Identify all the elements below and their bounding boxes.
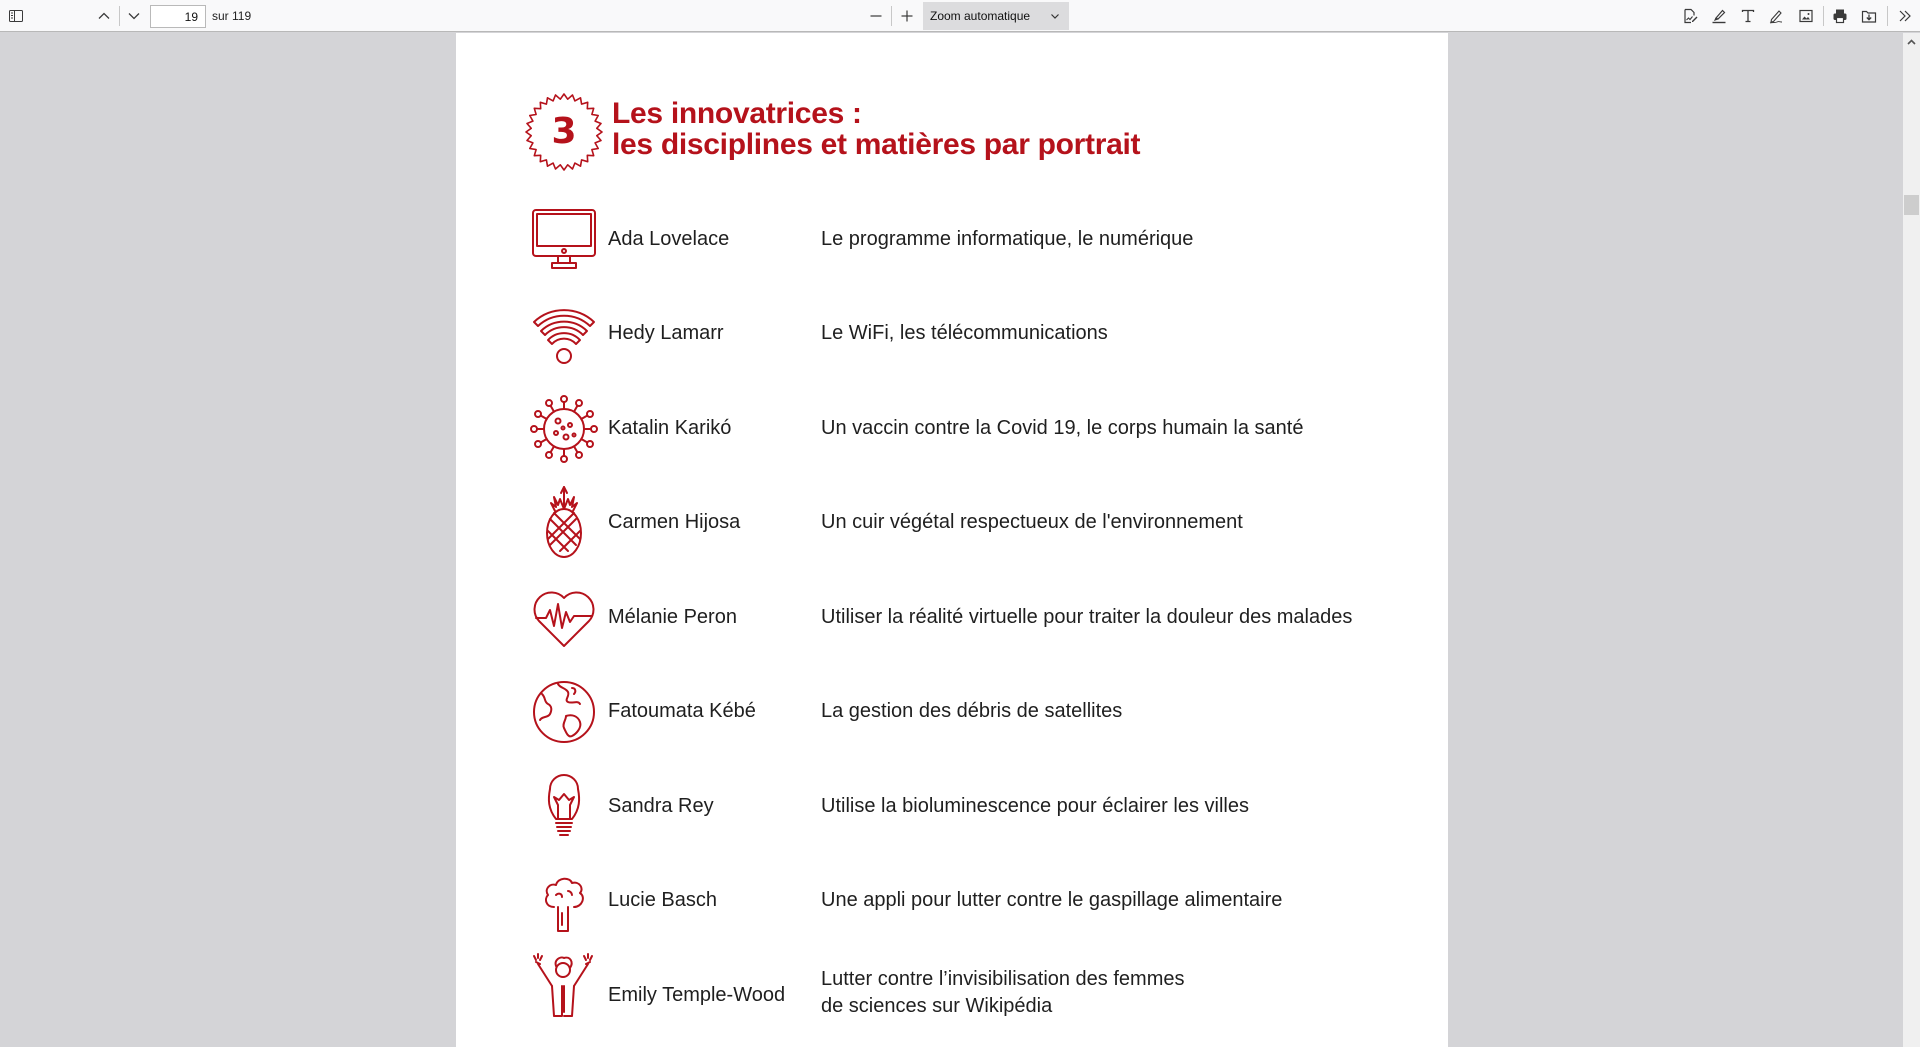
innovator-discipline: Une appli pour lutter contre le gaspillage alimentaire [821, 889, 1283, 911]
innovator-name: Lucie Basch [608, 889, 717, 911]
toolbar-separator [891, 6, 892, 26]
next-page-button[interactable] [122, 4, 146, 28]
double-chevron-right-icon [1897, 8, 1913, 24]
scroll-up-arrow-icon[interactable] [1903, 33, 1920, 50]
plus-icon [899, 8, 915, 24]
draw-button[interactable] [1764, 4, 1788, 28]
innovator-row [530, 200, 1430, 280]
print-button[interactable] [1828, 4, 1852, 28]
zoom-out-button[interactable] [864, 4, 888, 28]
add-image-button[interactable] [1794, 4, 1818, 28]
page-total-label: sur 119 [212, 9, 252, 23]
innovator-name: Ada Lovelace [608, 228, 730, 250]
computer-monitor-icon [530, 206, 598, 274]
globe-icon [530, 678, 598, 746]
toolbar-separator [1823, 6, 1824, 26]
scientist-cheering-icon [530, 952, 598, 1028]
innovator-name: Fatoumata Kébé [608, 700, 756, 722]
chevron-down-icon [126, 8, 142, 24]
innovator-name: Sandra Rey [608, 795, 714, 817]
innovator-row [530, 672, 1430, 752]
zoom-select[interactable] [923, 2, 1069, 30]
more-tools-button[interactable] [1893, 4, 1917, 28]
page-title-line-2: les disciplines et matières par portrait [612, 128, 1141, 161]
pdf-toolbar [0, 0, 1920, 32]
innovator-discipline-line-2: de sciences sur Wikipédia [821, 995, 1053, 1017]
heartbeat-icon [530, 584, 598, 652]
innovator-row [530, 483, 1430, 563]
pineapple-icon [530, 481, 598, 561]
innovator-discipline: Un cuir végétal respectueux de l'environnement [821, 511, 1243, 533]
minus-icon [868, 8, 884, 24]
highlight-icon [1711, 8, 1727, 24]
page-number-input[interactable] [150, 5, 206, 28]
toolbar-separator [1887, 6, 1888, 26]
add-text-button[interactable] [1736, 4, 1760, 28]
save-icon [1861, 8, 1877, 24]
chevron-up-icon [96, 8, 112, 24]
highlight-button[interactable] [1707, 4, 1731, 28]
scrollbar-thumb[interactable] [1904, 195, 1919, 215]
lightbulb-icon [530, 769, 598, 845]
wifi-icon [530, 300, 598, 368]
innovator-discipline: Le programme informatique, le numérique [821, 228, 1194, 250]
vertical-scrollbar[interactable] [1903, 33, 1920, 1047]
virus-icon [530, 395, 598, 463]
edit-pdf-button[interactable] [1678, 4, 1702, 28]
print-icon [1832, 8, 1848, 24]
innovator-discipline-line-1: Lutter contre l’invisibilisation des femmes [821, 968, 1185, 990]
page-title-line-1: Les innovatrices : [612, 97, 862, 130]
innovator-discipline: Utiliser la réalité virtuelle pour traiter la douleur des malades [821, 606, 1353, 628]
innovator-row [530, 861, 1430, 941]
draw-icon [1768, 8, 1784, 24]
innovator-discipline: Utilise la bioluminescence pour éclairer les villes [821, 795, 1249, 817]
innovator-discipline: Le WiFi, les télécommunications [821, 322, 1108, 344]
innovator-row [530, 389, 1430, 469]
innovator-row [530, 294, 1430, 374]
save-button[interactable] [1857, 4, 1881, 28]
zoom-select-value: Zoom automatique [930, 9, 1031, 23]
previous-page-button[interactable] [92, 4, 116, 28]
innovator-name: Emily Temple-Wood [608, 984, 786, 1006]
text-icon [1740, 8, 1756, 24]
innovator-discipline [821, 966, 1381, 1020]
section-number: 3 [551, 111, 577, 152]
innovator-discipline: La gestion des débris de satellites [821, 700, 1123, 722]
innovator-row [530, 767, 1430, 847]
innovator-row [530, 578, 1430, 658]
image-icon [1798, 8, 1814, 24]
innovator-discipline: Un vaccin contre la Covid 19, le corps humain la santé [821, 417, 1304, 439]
sidebar-toggle-icon[interactable] [4, 4, 28, 28]
innovator-row [530, 956, 1430, 1036]
chevron-down-icon [1049, 10, 1061, 22]
innovator-name: Katalin Karikó [608, 417, 732, 439]
broccoli-icon [530, 867, 598, 935]
innovator-name: Carmen Hijosa [608, 511, 741, 533]
page-title [612, 98, 1140, 160]
innovator-name: Hedy Lamarr [608, 322, 724, 344]
toolbar-separator [119, 6, 120, 26]
innovator-name: Mélanie Peron [608, 606, 737, 628]
zoom-in-button[interactable] [895, 4, 919, 28]
edit-pdf-icon [1682, 8, 1698, 24]
